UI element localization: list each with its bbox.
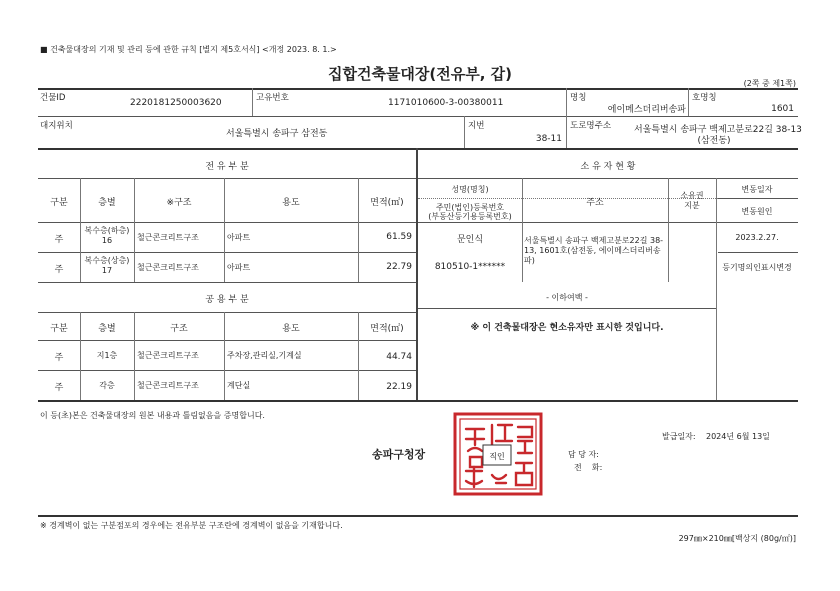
building-id: 2220181250003620 [130,98,222,108]
owner-notice: ※ 이 건축물대장은 현소유자만 표시한 것입니다. [470,323,664,333]
unique-no-label: 고유번호 [256,93,289,103]
road-address-line2: (삼전동) [697,136,731,146]
excl-col-structure: ※구조 [166,198,192,208]
road-address-line1: 서울특별시 송파구 백제고분로22길 38-13 [634,125,802,135]
owner-col-change-reason: 변동원인 [741,207,773,216]
common-row1-structure: 철근콘크리트구조 [137,351,199,360]
site-label: 대지위치 [40,121,73,131]
common-col-area: 면적(㎡) [370,324,404,334]
owner-col-share: 소유권 [680,191,704,200]
owner-col-share-sub: 지분 [684,201,700,210]
unit-name-label: 호명칭 [692,93,717,103]
document-title: 집합건축물대장(전유부, 갑) [327,65,513,83]
phone-label: 전 화: [574,463,603,472]
owner-address: 서울특별시 송파구 백제고분로22길 38-13, 1601호(삼전동, 에이메스더리버송파) [524,236,664,265]
excl-row2-type: 주 [54,265,64,275]
common-row2-type: 주 [54,383,64,393]
excl-col-floor: 층별 [98,198,116,208]
issuer-name: 송파구청장 [372,448,426,461]
excl-row1-floor: 복수층(하층) 16 [84,226,130,245]
lot-label: 지번 [468,121,485,131]
officer-label: 담 당 자: [568,450,599,459]
certification-text: 이 등(초)본은 건축물대장의 원본 내용과 틀림없음을 증명합니다. [40,411,265,420]
building-name-label: 명칭 [570,93,587,103]
building-name: 에이메스더리버송파 [607,105,686,115]
page-info: (2쪽 중 제1쪽) [743,79,796,88]
issue-date-label: 발급일자: [662,432,696,441]
common-col-floor: 층별 [98,324,116,334]
exclusive-section-title: 전 유 부 분 [205,162,249,172]
common-col-use: 용도 [282,324,300,334]
common-row1-area: 44.74 [386,352,412,362]
seal-label: 직인 [489,452,505,461]
common-row2-use: 계단실 [227,381,251,390]
form-reference-note: ■ 건축물대장의 기재 및 관리 등에 관한 규칙 [별지 제5호서식] <개정 2023. 8. 1.> [40,45,337,54]
excl-row2-area: 22.79 [386,262,412,272]
common-row2-area: 22.19 [386,382,412,392]
excl-col-use: 용도 [282,198,300,208]
owner-col-address: 주소 [586,198,604,208]
excl-row1-area: 61.59 [386,232,412,242]
common-col-type: 구분 [50,324,68,334]
owner-col-name: 성명(명칭) [451,185,489,194]
common-row1-floor: 지1층 [96,351,118,360]
common-row2-floor: 각층 [99,381,115,390]
excl-row2-use: 아파트 [227,263,251,272]
bottom-note: ※ 경계벽이 없는 구분점포의 경우에는 전유부분 구조란에 경계벽이 없음을 기재합니다. [40,521,343,530]
excl-col-type: 구분 [50,198,68,208]
unique-no: 1171010600-3-00380011 [388,98,504,108]
excl-row1-structure: 철근콘크리트구조 [137,233,199,242]
common-section-title: 공 용 부 분 [205,295,249,305]
owner-col-change-date: 변동일자 [741,185,773,194]
lot-number: 38-11 [535,134,562,144]
excl-row2-floor: 복수층(상층) 17 [84,256,130,275]
owner-col-regno: 주민(법인)등록번호 [435,203,505,212]
owner-col-regno-sub: (부동산등기용등록번호) [428,212,512,221]
excl-col-area: 면적(㎡) [370,198,404,208]
excl-row1-use: 아파트 [227,233,251,242]
common-col-structure: 구조 [170,324,188,334]
common-row2-structure: 철근콘크리트구조 [137,381,199,390]
owner-reg-no: 810510-1****** [434,262,506,272]
building-id-label: 건물ID [40,93,66,103]
owner-name: 문인식 [456,235,484,245]
owner-change-date: 2023.2.27. [735,233,779,242]
owner-section-title: 소 유 자 현 황 [580,162,636,172]
common-row1-use: 주차장,관리실,기계실 [227,351,302,360]
unit-name: 1601 [771,104,794,114]
excl-row2-structure: 철근콘크리트구조 [137,263,199,272]
blank-note: - 이하여백 - [546,293,588,302]
issue-date: 2024년 6월 13일 [706,432,770,441]
paper-spec: 297㎜×210㎜[백상지 (80g/㎡)] [678,534,796,543]
excl-row1-type: 주 [54,235,64,245]
owner-change-reason: 등기명의인표시변경 [722,263,792,272]
common-row1-type: 주 [54,353,64,363]
site-location: 서울특별시 송파구 삼전동 [226,129,328,139]
road-address-label: 도로명주소 [570,121,612,131]
